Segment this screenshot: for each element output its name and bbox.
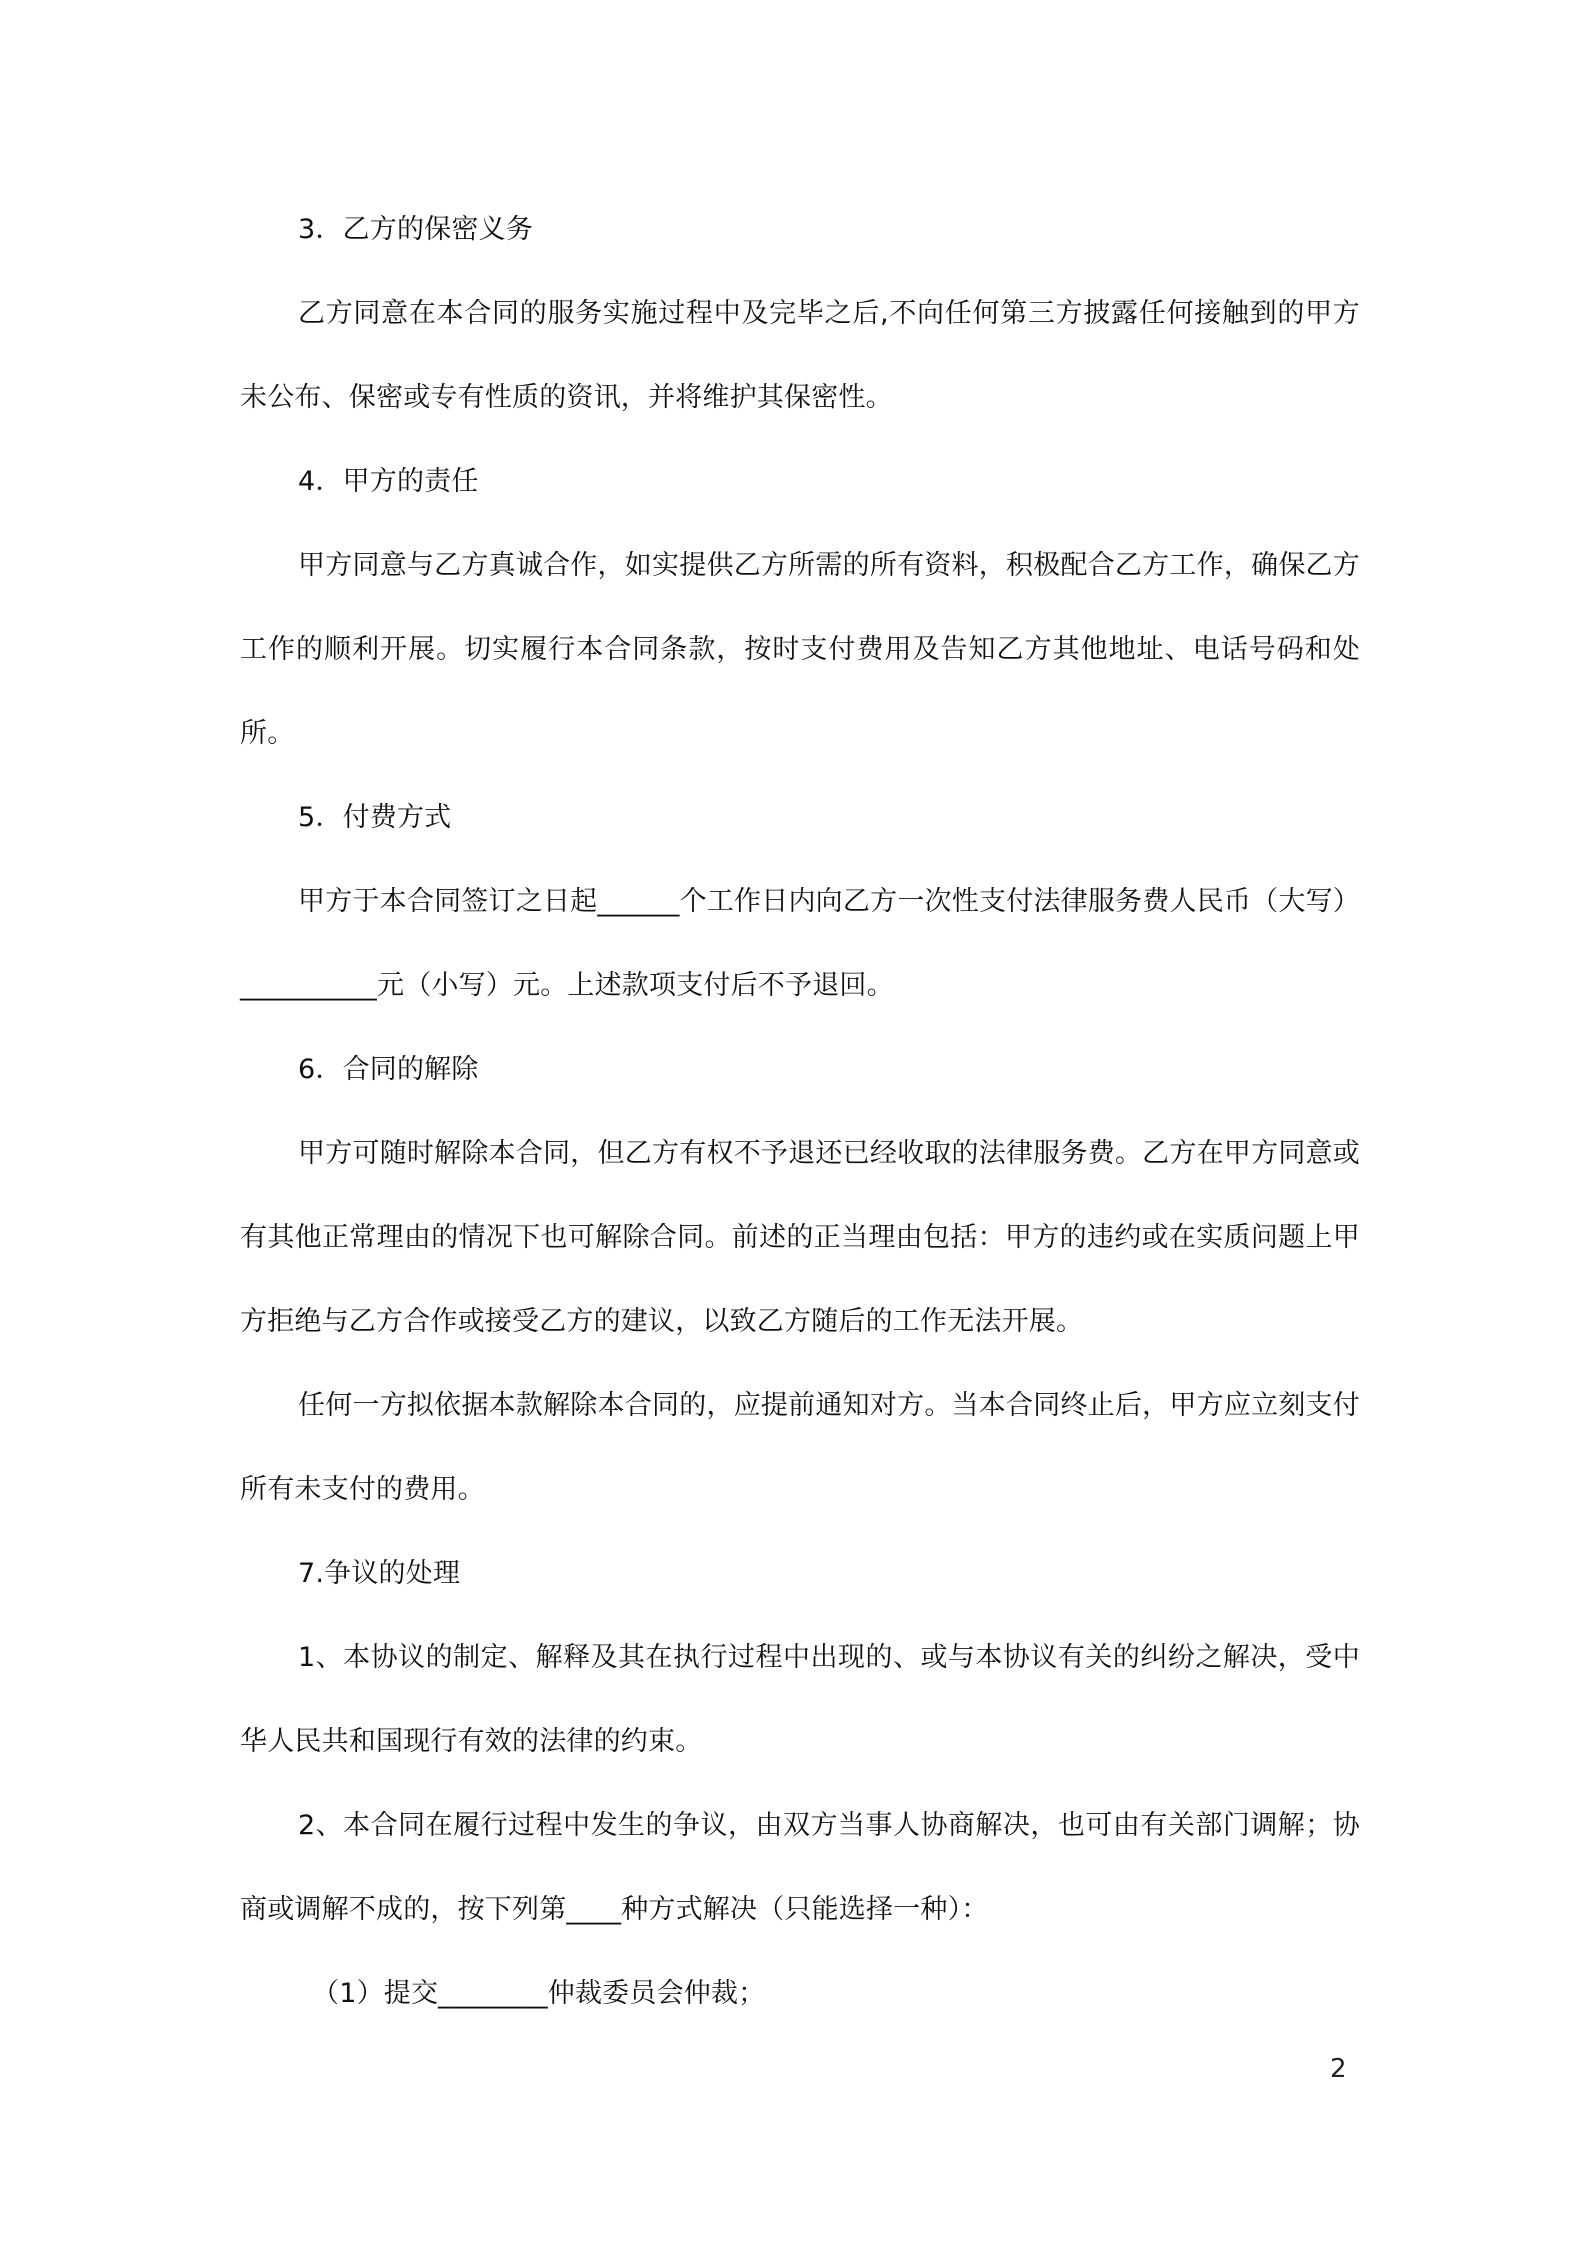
section-6-body-2: 任何一方拟依据本款解除本合同的，应提前通知对方。当本合同终止后，甲方应立刻支付所有未支付的费用。	[240, 1390, 1360, 1505]
section-7-item-1: 1、本协议的制定、解释及其在执行过程中出现的、或与本协议有关的纠纷之解决，受中华人民共和国现行有效的法律的约束。	[240, 1642, 1360, 1757]
section-3-heading: 3．乙方的保密义务	[298, 214, 533, 245]
section-7-item-2: 2、本合同在履行过程中发生的争议，由双方当事人协商解决，也可由有关部门调解；协商或调解不成的，按下列第____种方式解决（只能选择一种）：	[240, 1810, 1360, 1925]
section-3-body: 乙方同意在本合同的服务实施过程中及完毕之后,不向任何第三方披露任何接触到的甲方未公布、保密或专有性质的资讯，并将维护其保密性。	[240, 298, 1360, 413]
section-4-body: 甲方同意与乙方真诚合作，如实提供乙方所需的所有资料，积极配合乙方工作，确保乙方工作的顺利开展。切实履行本合同条款，按时支付费用及告知乙方其他地址、电话号码和处所。	[240, 550, 1360, 749]
section-7-heading: 7.争议的处理	[298, 1558, 461, 1589]
section-6-body-1: 甲方可随时解除本合同，但乙方有权不予退还已经收取的法律服务费。乙方在甲方同意或有其他正常理由的情况下也可解除合同。前述的正当理由包括：甲方的违约或在实质问题上甲方拒绝与乙方合作或接受乙方的建议，以致乙方随后的工作无法开展。	[240, 1138, 1360, 1337]
section-7-option-1: （1）提交________仲裁委员会仲裁；	[312, 1978, 766, 2009]
section-4-heading: 4．甲方的责任	[298, 466, 479, 497]
section-5-heading: 5．付费方式	[298, 802, 452, 833]
section-6-heading: 6．合同的解除	[298, 1054, 479, 1085]
section-5-body: 甲方于本合同签订之日起______个工作日内向乙方一次性支付法律服务费人民币（大写）__________元（小写）元。上述款项支付后不予退回。	[240, 886, 1360, 1001]
page-number: 2	[1330, 2054, 1347, 2084]
